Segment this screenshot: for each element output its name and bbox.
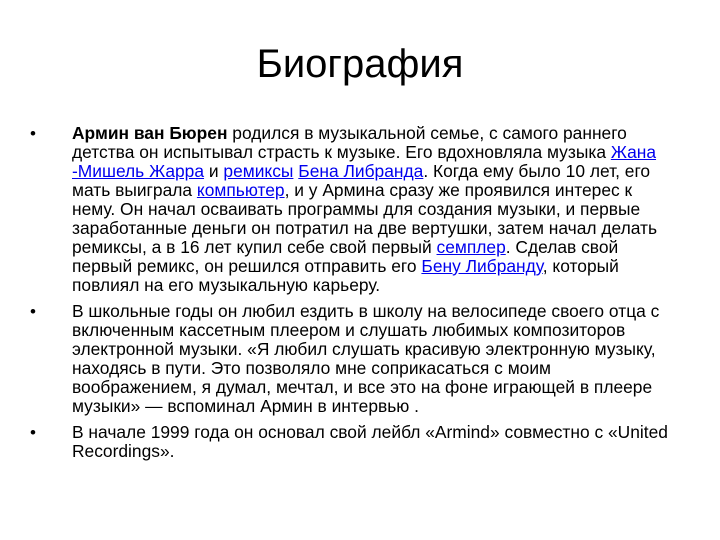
text-run: родился в музыкальной семье, с самого раннего детства он испытывал страсть к музыке. Его вдохновляла музыка: [72, 123, 627, 162]
text-run: . Сделав свой первый ремикс, он решился отправить его: [72, 237, 619, 276]
text-run: и: [204, 161, 224, 181]
link-computer[interactable]: компьютер: [196, 180, 285, 200]
list-item-text: [72, 123, 657, 295]
link-sampler[interactable]: семплер: [436, 237, 506, 257]
list-item: [30, 124, 680, 295]
list-item-text: В школьные годы он любил ездить в школу на велосипеде своего отца с включенным кассетным плеером и слушать любимых композиторов электронной музыки. «Я любил слушать красивую электронную музыку, находясь в пути. Это позволяло мне соприкасаться с моим воображением, я думал, мечтал, и все это на фоне играющей в плеере музыки» — вспоминал Армин в интервью .: [72, 301, 660, 416]
list-item: [30, 302, 680, 416]
list-item-text: В начале 1999 года он основал свой лейбл «Armind» совместно с «United Recordings».: [72, 422, 668, 461]
text-run: . Когда ему было 10 лет, его мать выиграла: [72, 161, 651, 200]
bullet-marker: •: [30, 302, 36, 321]
list-item: [30, 423, 680, 461]
page-title: Биография: [256, 42, 464, 86]
link-jarre[interactable]: Жана -Мишель Жарра: [72, 142, 657, 181]
artist-name: Армин ван Бюрен: [72, 123, 228, 143]
text-run: , и у Армина сразу же проявился интерес к нему. Он начал осваивать программы для создания музыки, и первые заработанные деньги он потратил на две вертушки, затем начал делать ремиксы, а в 16 лет купил себе свой первый: [72, 180, 658, 257]
bullet-marker: •: [30, 124, 36, 143]
link-ben-liebrand[interactable]: Бена Либранда: [298, 161, 424, 181]
bullet-list: [30, 124, 680, 468]
text-run: , который повлиял на его музыкальную карьеру.: [72, 256, 619, 295]
bullet-marker: •: [30, 423, 36, 442]
link-remixes[interactable]: ремиксы: [223, 161, 294, 181]
link-ben-liebrand-2[interactable]: Бену Либранду: [421, 256, 543, 276]
